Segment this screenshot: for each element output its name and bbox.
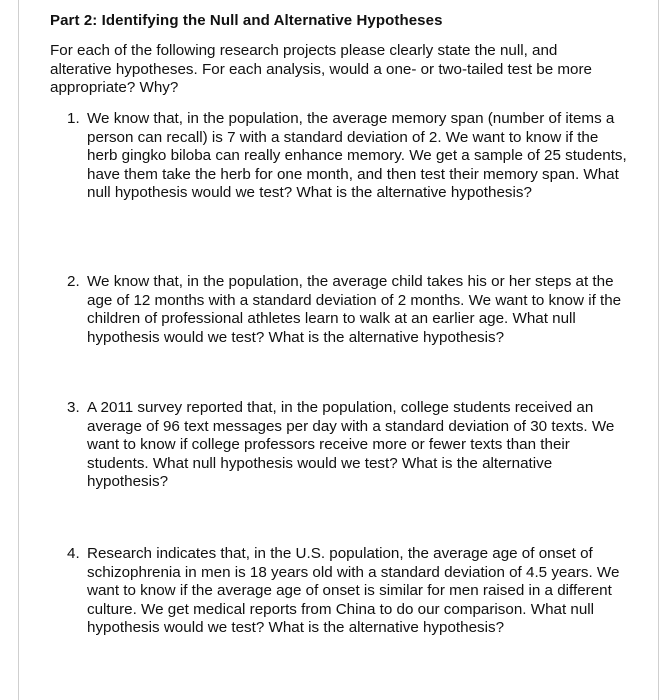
question-1: [67, 110, 627, 203]
question-number: 1.: [67, 110, 80, 127]
question-number: 3.: [67, 399, 80, 416]
question-text: We know that, in the population, the average memory span (number of items a person can recall) is 7 with a standard deviation of 2. We want to know if the herb gingko biloba can really enhance memory. We get a sample of 25 students, have them take the herb for one month, and then test their memory span. What null hypothesis would we test? What is the alternative hypothesis?: [87, 110, 627, 201]
question-text: A 2011 survey reported that, in the population, college students received an average of 96 text messages per day with a standard deviation of 30 texts. We want to know if college professors receive more or fewer texts than their students. What null hypothesis would we test? What is the alternative hypothesis?: [87, 399, 615, 490]
question-4: [67, 545, 627, 638]
part-title: Part 2: Identifying the Null and Alternative Hypotheses: [50, 12, 443, 29]
question-text: We know that, in the population, the average child takes his or her steps at the age of 12 months with a standard deviation of 2 months. We want to know if the children of professional athletes learn to walk at an earlier age. What null hypothesis would we test? What is the alternative hypothesis?: [87, 273, 622, 346]
question-2: [67, 273, 627, 347]
document-page: [18, 0, 659, 700]
question-3: [67, 399, 627, 492]
question-number: 4.: [67, 545, 80, 562]
question-number: 2.: [67, 273, 80, 290]
question-text: Research indicates that, in the U.S. population, the average age of onset of schizophrenia in men is 18 years old with a standard deviation of 4.5 years. We want to know if the average age of onset is similar for men raised in a different culture. We get medical reports from China to do our comparison. What null hypothesis would we test? What is the alternative hypothesis?: [87, 545, 620, 636]
instructions-paragraph: For each of the following research projects please clearly state the null, and alterative hypotheses. For each analysis, would a one- or two-tailed test be more appropriate? Why?: [50, 42, 592, 96]
